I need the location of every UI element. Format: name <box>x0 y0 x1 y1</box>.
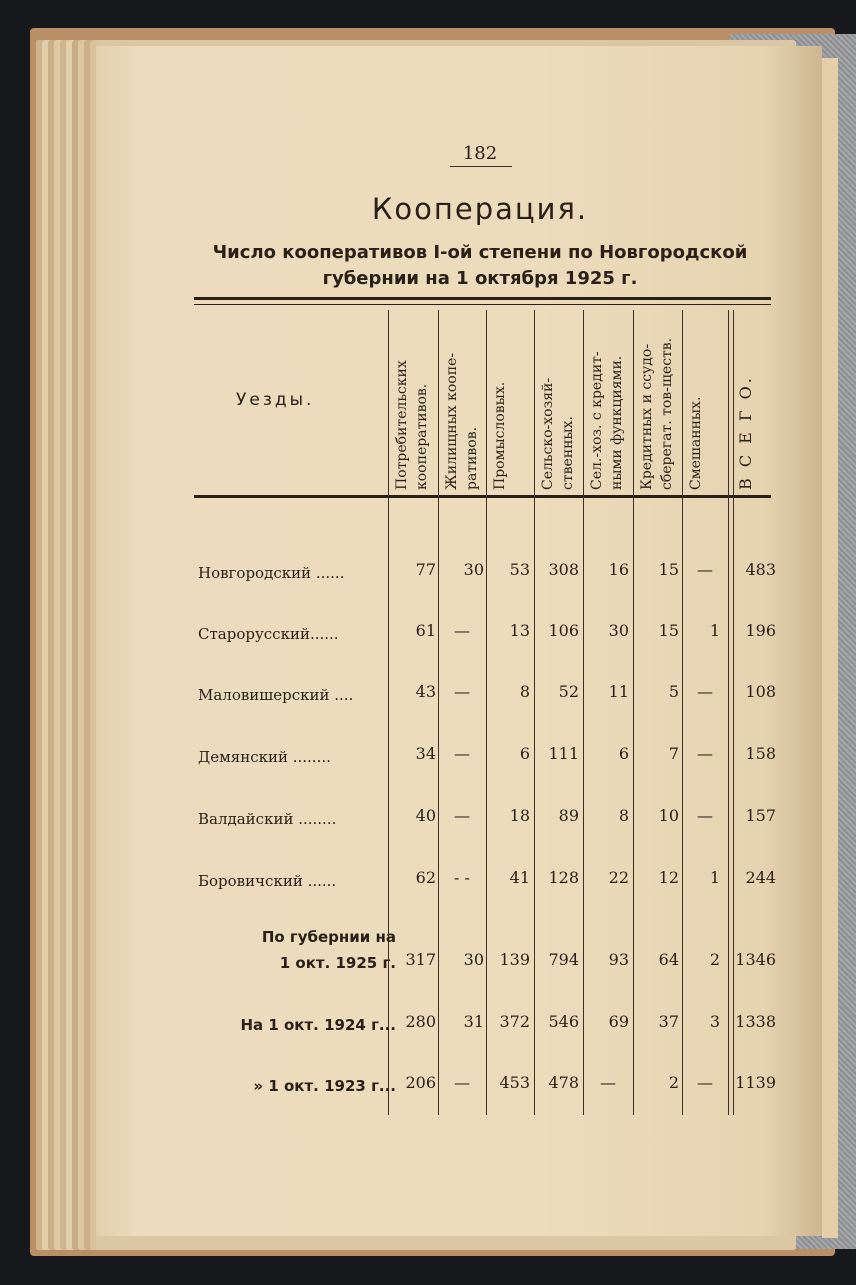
table-cell: 15 <box>658 560 679 579</box>
table-cell: — <box>697 560 713 579</box>
row-label: Демянский ........ <box>198 748 331 766</box>
table-cell: 6 <box>519 744 530 763</box>
row-label: Боровичский ...... <box>198 872 337 890</box>
table-cell: 30 <box>608 621 629 640</box>
table-cell: 794 <box>548 950 579 969</box>
table-cell: — <box>454 621 470 640</box>
column-header: Сельско-хозяй-ственных. <box>540 377 576 490</box>
table-cell: 317 <box>405 950 436 969</box>
table-top-rule-thin <box>194 304 771 305</box>
table-cell: 22 <box>608 868 629 887</box>
table-cell: 77 <box>415 560 436 579</box>
table-cell: — <box>697 744 713 763</box>
table-top-rule <box>194 297 771 300</box>
table-cell: 30 <box>463 560 484 579</box>
column-divider <box>728 310 729 1115</box>
table-cell: 13 <box>509 621 530 640</box>
column-header: Кредитных и ссудо-сберегат. тов-ществ. <box>639 337 675 490</box>
table-cell: - - <box>454 868 470 887</box>
table-cell: 1139 <box>735 1073 776 1092</box>
table-cell: 2 <box>709 950 720 969</box>
table-cell: 18 <box>509 806 530 825</box>
table-cell: — <box>600 1073 616 1092</box>
header-bottom-rule <box>194 495 771 498</box>
table-cell: 12 <box>658 868 679 887</box>
table-cell: 280 <box>405 1012 436 1031</box>
table-cell: 483 <box>745 560 776 579</box>
column-divider <box>633 310 634 1115</box>
row-label: Маловишерский .... <box>198 686 354 704</box>
table-cell: 196 <box>745 621 776 640</box>
table-cell: 111 <box>548 744 579 763</box>
table-cell: 3 <box>709 1012 720 1031</box>
stub-header: Уезды. <box>236 390 315 410</box>
column-header: Жилищных коопе-ративов. <box>444 352 480 490</box>
subtitle-line-2: губернии на 1 октября 1925 г. <box>322 268 638 289</box>
table-cell: 206 <box>405 1073 436 1092</box>
table-subtitle <box>180 240 780 292</box>
table-cell: 64 <box>658 950 679 969</box>
table-cell: — <box>697 806 713 825</box>
table-cell: 52 <box>558 682 579 701</box>
table-cell: 244 <box>745 868 776 887</box>
column-header: Смешанных. <box>688 396 704 490</box>
column-header: В С Е Г О. <box>736 375 755 490</box>
column-divider <box>583 310 584 1115</box>
summary-label: » 1 окт. 1923 г... <box>253 1077 396 1095</box>
table-cell: — <box>697 682 713 701</box>
table-cell: — <box>697 1073 713 1092</box>
table-cell: 10 <box>658 806 679 825</box>
table-cell: 30 <box>463 950 484 969</box>
table-cell: 2 <box>668 1073 679 1092</box>
table-cell: 128 <box>548 868 579 887</box>
table-cell: 8 <box>519 682 530 701</box>
table-cell: 15 <box>658 621 679 640</box>
table-cell: 139 <box>499 950 530 969</box>
table-cell: 1346 <box>735 950 776 969</box>
table-cell: 1338 <box>735 1012 776 1031</box>
column-divider <box>438 310 439 1115</box>
column-divider <box>388 310 389 1115</box>
page-number: 182 <box>462 143 498 164</box>
row-label: Старорусский...... <box>198 625 339 643</box>
facing-page-edge <box>822 58 838 1238</box>
table-cell: 372 <box>499 1012 530 1031</box>
table-cell: 1 <box>709 621 720 640</box>
table-cell: 7 <box>668 744 679 763</box>
summary-label: На 1 окт. 1924 г... <box>240 1016 396 1034</box>
row-label: Новгородский ...... <box>198 564 345 582</box>
column-header: Сел.-хоз. с кредит-ными функциями. <box>589 351 625 490</box>
table-cell: 1 <box>709 868 720 887</box>
table-cell: 53 <box>509 560 530 579</box>
summary-label-line-1: По губернии на <box>261 928 396 946</box>
table-cell: 89 <box>558 806 579 825</box>
table-cell: 11 <box>608 682 629 701</box>
table-cell: 16 <box>608 560 629 579</box>
table-cell: — <box>454 1073 470 1092</box>
table-cell: 37 <box>658 1012 679 1031</box>
table-cell: 108 <box>745 682 776 701</box>
table-cell: 61 <box>415 621 436 640</box>
table-cell: — <box>454 806 470 825</box>
table-cell: 478 <box>548 1073 579 1092</box>
table-cell: 158 <box>745 744 776 763</box>
table-cell: 41 <box>509 868 530 887</box>
column-divider <box>486 310 487 1115</box>
table-cell: 69 <box>608 1012 629 1031</box>
summary-label: 1 окт. 1925 г. <box>279 954 396 972</box>
column-divider <box>682 310 683 1115</box>
table-cell: 34 <box>415 744 436 763</box>
table-cell: 308 <box>548 560 579 579</box>
table-cell: 40 <box>415 806 436 825</box>
table-cell: — <box>454 682 470 701</box>
table-cell: — <box>454 744 470 763</box>
page-number-underline <box>450 166 512 167</box>
table-cell: 157 <box>745 806 776 825</box>
table-cell: 31 <box>463 1012 484 1031</box>
column-header: Промысловых. <box>492 381 508 490</box>
table-cell: 93 <box>608 950 629 969</box>
column-header: Потребительских кооперативов. <box>394 360 430 490</box>
table-cell: 106 <box>548 621 579 640</box>
table-cell: 453 <box>499 1073 530 1092</box>
table-cell: 43 <box>415 682 436 701</box>
table-cell: 6 <box>618 744 629 763</box>
page-title: Кооперация. <box>371 192 589 226</box>
column-divider <box>534 310 535 1115</box>
table-cell: 8 <box>618 806 629 825</box>
table-cell: 546 <box>548 1012 579 1031</box>
table-cell: 62 <box>415 868 436 887</box>
row-label: Валдайский ........ <box>198 810 337 828</box>
table-cell: 5 <box>668 682 679 701</box>
subtitle-line-1: Число кооперативов I-ой степени по Новгородской <box>212 242 748 263</box>
